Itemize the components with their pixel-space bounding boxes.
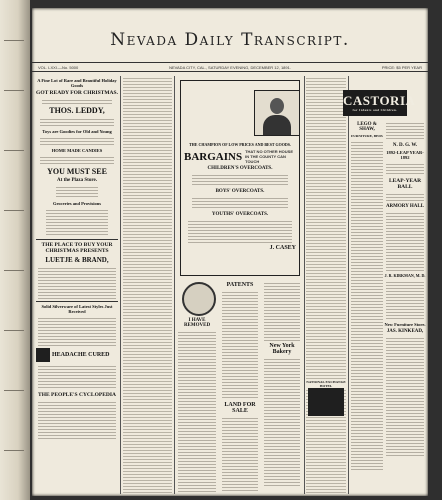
merchant-portrait bbox=[254, 90, 300, 136]
furniture-store-heading: New Furniture Store. bbox=[384, 322, 426, 327]
must-see-line: YOU MUST SEE bbox=[47, 167, 107, 176]
column-right-ads-b bbox=[384, 120, 426, 492]
publication-date: NEVADA CITY, CAL., SATURDAY EVENING, DECEMBER 12, 1891. bbox=[169, 65, 291, 70]
headache-illustration-icon bbox=[36, 348, 50, 362]
leddy-name: THOS. LEDDY, bbox=[49, 106, 105, 115]
castoria-title: CASTORIA bbox=[343, 93, 416, 108]
column-news-text bbox=[123, 76, 172, 494]
toys-line: Toys are Goodies for Old and Young bbox=[42, 129, 112, 134]
furniture-beds-line: FURNITURE, BEDS bbox=[351, 134, 383, 138]
groceries-line: Groceries and Provisions bbox=[52, 201, 102, 206]
christmas-heading: GOT READY FOR CHRISTMAS. bbox=[36, 90, 118, 96]
subscription-price: PRICE: $5 PER YEAR bbox=[381, 65, 422, 70]
column-right-ads-a bbox=[350, 120, 384, 492]
christmas-presents-heading: THE PLACE TO BUY YOUR CHRISTMAS PRESENTS bbox=[41, 242, 113, 254]
column-holiday-ads bbox=[36, 76, 118, 494]
hotel-engraving bbox=[308, 388, 344, 416]
plaza-store-line: At the Plaza Store. bbox=[57, 178, 97, 183]
silverware-heading: Solid Silverware of Latest Styles Just Received bbox=[41, 304, 113, 314]
casey-signature: J. CASEY bbox=[269, 245, 296, 251]
removed-heading: I HAVE REMOVED bbox=[183, 318, 211, 328]
national-hotel-heading: NATIONAL EXCHANGE HOTEL bbox=[306, 380, 346, 388]
dateline-bar bbox=[32, 62, 428, 72]
patents-heading: PATENTS bbox=[226, 282, 254, 288]
youths-overcoats-heading: YOUTHS' OVERCOATS. bbox=[211, 212, 269, 217]
new-york-bakery-heading: New York Bakery bbox=[269, 343, 295, 355]
seal-emblem-icon bbox=[182, 282, 216, 316]
headache-heading: HEADACHE CURED bbox=[52, 352, 110, 358]
champion-headline: THE CHAMPION OF LOW PRICES AND BEST GOODS. bbox=[189, 142, 291, 147]
castoria-ad-banner bbox=[343, 90, 416, 116]
column-local-ads bbox=[306, 76, 346, 494]
armory-hall-heading: ARMORY HALL bbox=[385, 204, 425, 209]
lower-ad-column-a bbox=[176, 280, 218, 492]
lego-shaw-name: LEGO & SHAW, bbox=[357, 122, 377, 132]
land-for-sale-heading: LAND FOR SALE bbox=[224, 402, 256, 414]
cyclopedia-heading: THE PEOPLE'S CYCLOPEDIA bbox=[38, 392, 116, 398]
lower-ad-column-c bbox=[262, 280, 302, 492]
kirkman-heading: J. R. KIRKMAN, M. D. bbox=[384, 273, 426, 278]
childrens-overcoats-heading: CHILDREN'S OVERCOATS. bbox=[207, 166, 273, 171]
bargains-subtitle: THAT NO OTHER HOUSE IN THE COUNTY CAN TOUCH bbox=[245, 149, 294, 164]
bargains-title: BARGAINS bbox=[184, 150, 243, 163]
leap-year-heading: 1892-LEAP YEAR-1892 bbox=[386, 150, 424, 160]
masthead-title: Nevada Daily Transcript. bbox=[110, 30, 350, 50]
candies-line: HOME MADE CANDIES bbox=[51, 148, 103, 153]
bargains-ad-content bbox=[184, 140, 296, 272]
page-binding bbox=[0, 0, 30, 500]
boys-overcoats-heading: BOYS' OVERCOATS. bbox=[215, 189, 265, 194]
leap-year-ball-heading: LEAP-YEAR BALL bbox=[388, 178, 422, 190]
kinkead-name: JAS. KINKEAD, bbox=[386, 329, 424, 334]
newspaper-page bbox=[32, 8, 428, 496]
lower-ad-column-b bbox=[220, 280, 260, 492]
castoria-subtitle: for Infants and Children. bbox=[352, 108, 398, 112]
holiday-goods-heading: A Fine Lot of Rare and Beautiful Holiday Goods bbox=[37, 78, 117, 88]
ndgw-heading: N. D. G. W. bbox=[392, 143, 418, 148]
luetje-brand-name: LUETJE & BRAND, bbox=[45, 256, 109, 264]
volume-number: VOL. LXXI.—No. 5000 bbox=[38, 65, 79, 70]
